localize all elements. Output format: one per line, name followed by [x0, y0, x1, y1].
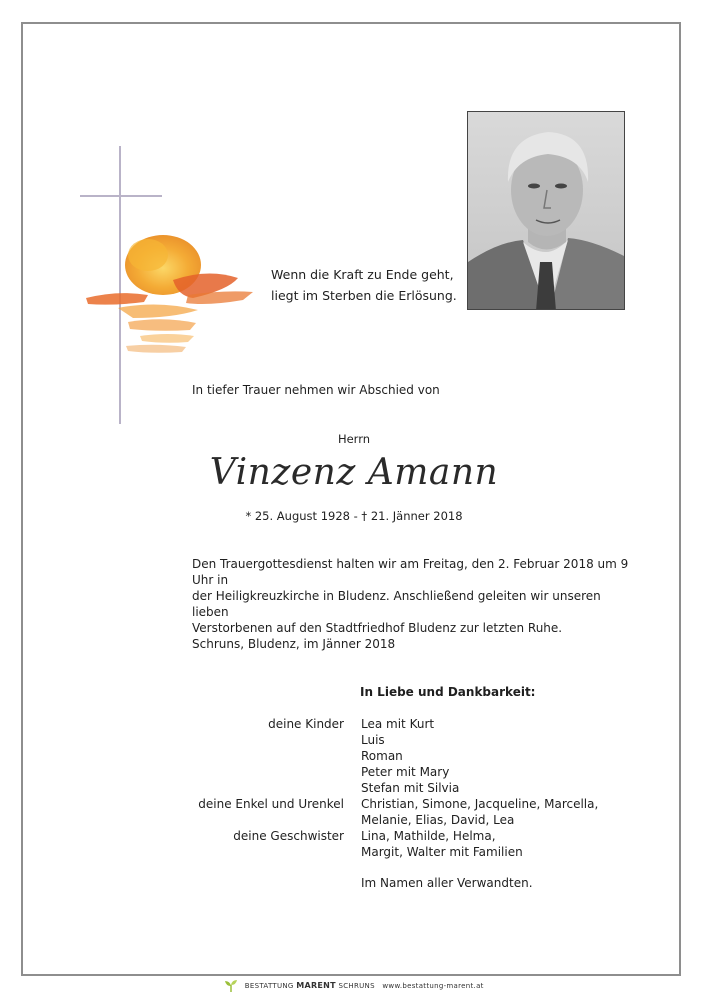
place-date: Schruns, Bludenz, im Jänner 2018 — [192, 637, 396, 651]
thanks-heading: In Liebe und Dankbarkeit: — [360, 685, 536, 699]
mourner-name: Lea mit Kurt — [361, 717, 435, 731]
siblings-label: deine Geschwister — [233, 829, 344, 843]
mourner-name: Roman — [361, 749, 403, 763]
mourner-name: Margit, Walter mit Familien — [361, 845, 523, 859]
salutation: Herrn — [337, 432, 371, 446]
leaf-logo-icon — [224, 980, 238, 992]
footer — [0, 980, 708, 992]
service-line-2: der Heiligkreuzkirche in Bludenz. Anschließend geleiten wir unseren lieben — [192, 589, 601, 619]
mourner-name: Christian, Simone, Jacqueline, Marcella, — [361, 797, 599, 811]
siblings-names — [361, 828, 621, 860]
mourner-name: Stefan mit Silvia — [361, 781, 460, 795]
mourner-name: Melanie, Elias, David, Lea — [361, 813, 515, 827]
footer-prefix: BESTATTUNG — [244, 982, 294, 990]
service-line-1: Den Trauergottesdienst halten wir am Freitag, den 2. Februar 2018 um 9 Uhr in — [192, 557, 629, 587]
children-names — [361, 716, 621, 796]
footer-url[interactable]: www.bestattung-marent.at — [382, 982, 484, 990]
footer-brand: MARENT — [296, 981, 336, 990]
portrait-photo — [467, 111, 625, 310]
quote-line-2: liegt im Sterben die Erlösung. — [271, 288, 457, 303]
closing-line: Im Namen aller Verwandten. — [361, 876, 533, 890]
quote-line-1: Wenn die Kraft zu Ende geht, — [271, 267, 454, 282]
mourner-name: Lina, Mathilde, Helma, — [361, 829, 496, 843]
intro-text: In tiefer Trauer nehmen wir Abschied von — [192, 383, 440, 397]
grandchildren-names — [361, 796, 621, 828]
footer-town: SCHRUNS — [338, 982, 375, 990]
service-line-3: Verstorbenen auf den Stadtfriedhof Bludenz zur letzten Ruhe. — [192, 621, 563, 635]
children-label: deine Kinder — [268, 717, 344, 731]
life-dates: * 25. August 1928 - † 21. Jänner 2018 — [245, 509, 463, 523]
grandchildren-label: deine Enkel und Urenkel — [198, 797, 344, 811]
mourner-name: Peter mit Mary — [361, 765, 450, 779]
portrait-image — [468, 112, 625, 310]
deceased-name: Vinzenz Amann — [209, 452, 499, 493]
mourner-name: Luis — [361, 733, 385, 747]
service-notice — [192, 556, 632, 636]
quote — [271, 264, 461, 306]
